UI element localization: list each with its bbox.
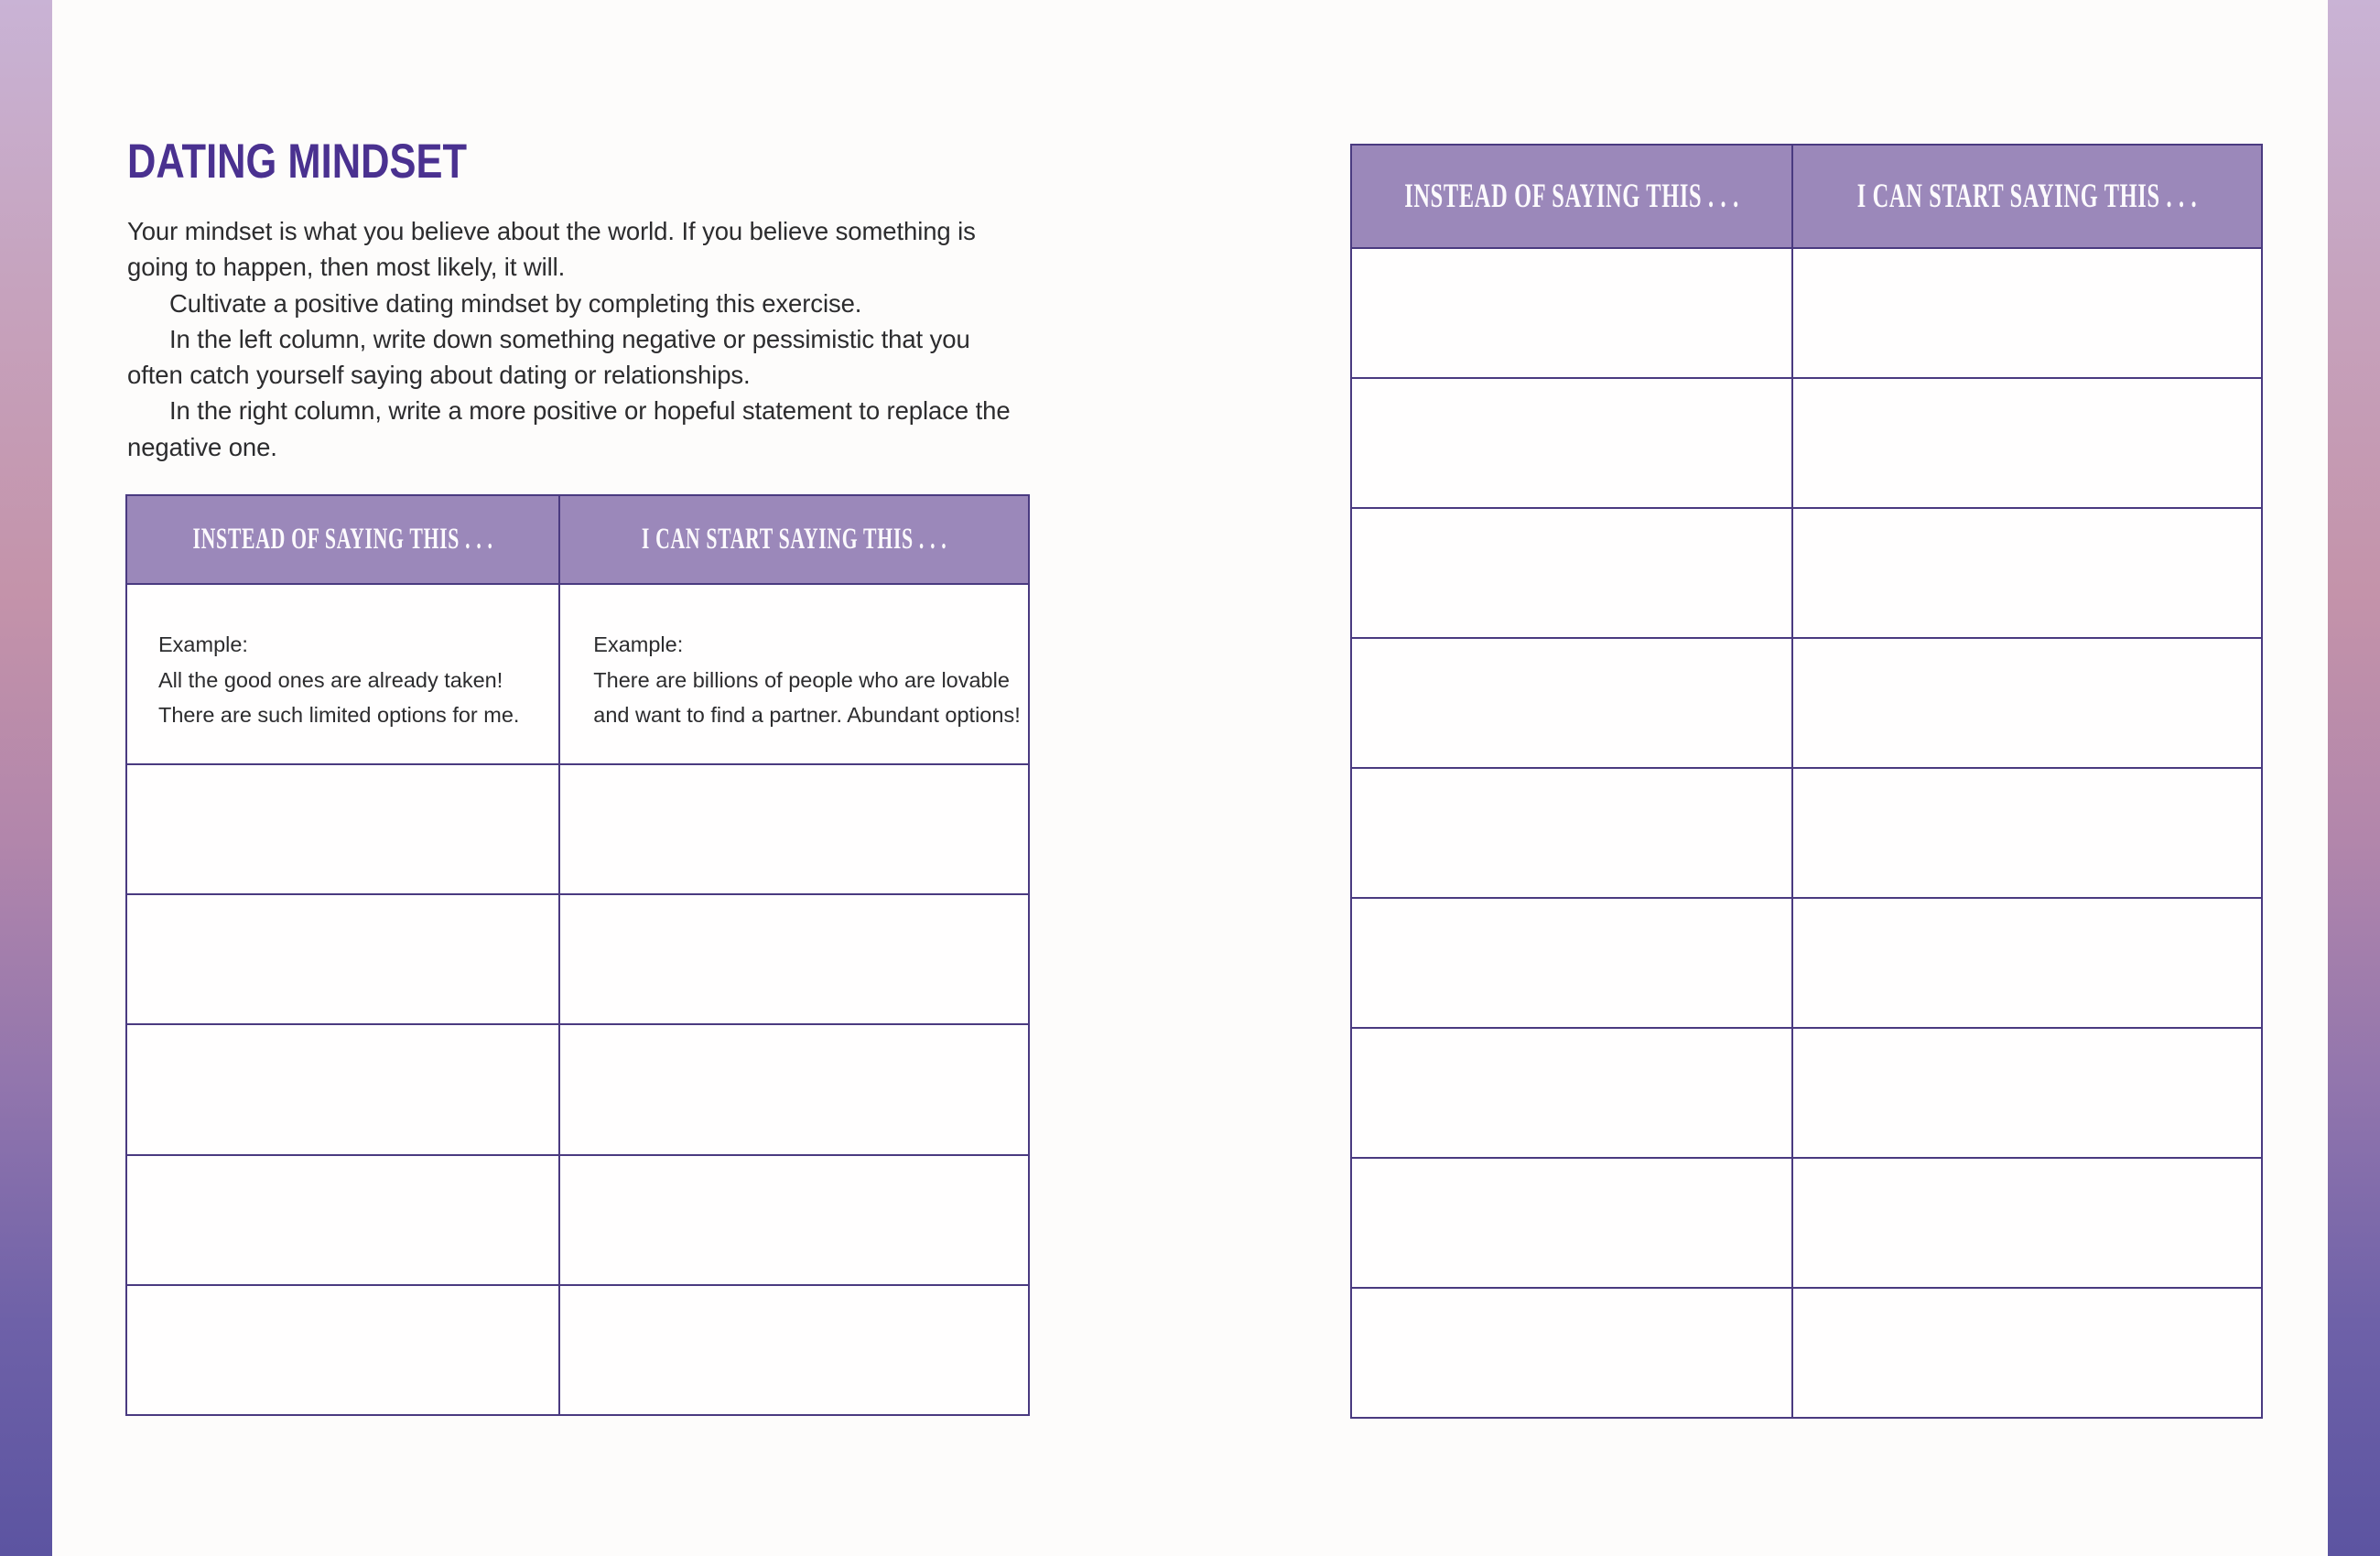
empty-worksheet-row [1352, 1157, 2261, 1287]
empty-cell-negative [1352, 1289, 1793, 1417]
empty-cell-negative [127, 765, 560, 893]
empty-cell-positive [560, 1286, 1028, 1414]
empty-cell-positive [560, 1025, 1028, 1153]
empty-cell-positive [1793, 379, 2261, 507]
empty-cell-positive [1793, 639, 2261, 767]
empty-cell-positive [1793, 899, 2261, 1027]
empty-worksheet-row [127, 763, 1028, 893]
example-text-line: There are billions of people who are lovable [593, 667, 1010, 692]
empty-cell-positive [560, 765, 1028, 893]
right-page-edge-gradient [2328, 0, 2380, 1556]
empty-cell-positive [1793, 1159, 2261, 1287]
empty-cell-negative [1352, 769, 1793, 897]
page-title: DATING MINDSET [127, 135, 468, 189]
empty-worksheet-row [127, 1284, 1028, 1414]
empty-cell-positive [1793, 1289, 2261, 1417]
intro-text-line: In the left column, write down something negative or pessimistic that you [169, 324, 970, 353]
right-table-header-positive [1793, 146, 2261, 247]
empty-worksheet-row [1352, 897, 2261, 1027]
example-text-line: All the good ones are already taken! [158, 667, 503, 692]
left-table-header-row [127, 496, 1028, 583]
intro-text-line: negative one. [127, 432, 277, 461]
header-label-instead: INSTEAD OF SAYING THIS . . . [1403, 178, 1739, 215]
intro-text-line: Cultivate a positive dating mindset by completing this exercise. [169, 288, 862, 318]
example-text-line: and want to find a partner. Abundant options! [593, 703, 1021, 728]
empty-cell-positive [1793, 509, 2261, 637]
empty-worksheet-row [1352, 767, 2261, 897]
intro-text-line: going to happen, then most likely, it will. [127, 253, 566, 282]
right-worksheet-table [1350, 144, 2263, 1419]
empty-worksheet-row [1352, 1287, 2261, 1417]
empty-cell-negative [1352, 639, 1793, 767]
empty-cell-negative [1352, 1159, 1793, 1287]
intro-text-line: In the right column, write a more positive or hopeful statement to replace the [169, 396, 1011, 426]
empty-worksheet-row [127, 893, 1028, 1023]
empty-cell-negative [1352, 509, 1793, 637]
empty-cell-negative [127, 1286, 560, 1414]
left-worksheet-table [125, 494, 1030, 1416]
empty-worksheet-row [1352, 507, 2261, 637]
right-table-header-negative [1352, 146, 1793, 247]
example-negative-cell [127, 585, 560, 763]
example-positive-cell [560, 585, 1028, 763]
empty-cell-negative [127, 895, 560, 1023]
empty-cell-negative [1352, 379, 1793, 507]
example-row [127, 583, 1028, 763]
empty-worksheet-row [127, 1023, 1028, 1153]
header-label-start-saying: I CAN START SAYING THIS . . . [1856, 178, 2198, 215]
empty-worksheet-row [1352, 247, 2261, 377]
header-label-instead: INSTEAD OF SAYING THIS . . . [192, 523, 493, 556]
empty-worksheet-row [127, 1154, 1028, 1284]
empty-cell-positive [1793, 769, 2261, 897]
empty-cell-positive [560, 895, 1028, 1023]
empty-cell-negative [127, 1025, 560, 1153]
example-text-line: Example: [158, 632, 248, 656]
empty-cell-negative [127, 1156, 560, 1284]
intro-paragraphs [127, 213, 1011, 465]
right-table-header-row [1352, 146, 2261, 247]
left-page-edge-gradient [0, 0, 52, 1556]
example-text-line: Example: [593, 632, 684, 656]
empty-cell-negative [1352, 249, 1793, 377]
left-table-header-negative [127, 496, 560, 583]
empty-cell-negative [1352, 1029, 1793, 1157]
empty-cell-positive [560, 1156, 1028, 1284]
empty-worksheet-row [1352, 377, 2261, 507]
empty-cell-positive [1793, 249, 2261, 377]
empty-worksheet-row [1352, 637, 2261, 767]
intro-text-line: Your mindset is what you believe about the world. If you believe something is [127, 217, 976, 245]
empty-worksheet-row [1352, 1027, 2261, 1157]
header-label-start-saying: I CAN START SAYING THIS . . . [641, 523, 947, 556]
empty-cell-positive [1793, 1029, 2261, 1157]
example-text-line: There are such limited options for me. [158, 703, 520, 728]
empty-cell-negative [1352, 899, 1793, 1027]
intro-text-line: often catch yourself saying about dating or relationships. [127, 361, 751, 390]
left-table-header-positive [560, 496, 1028, 583]
